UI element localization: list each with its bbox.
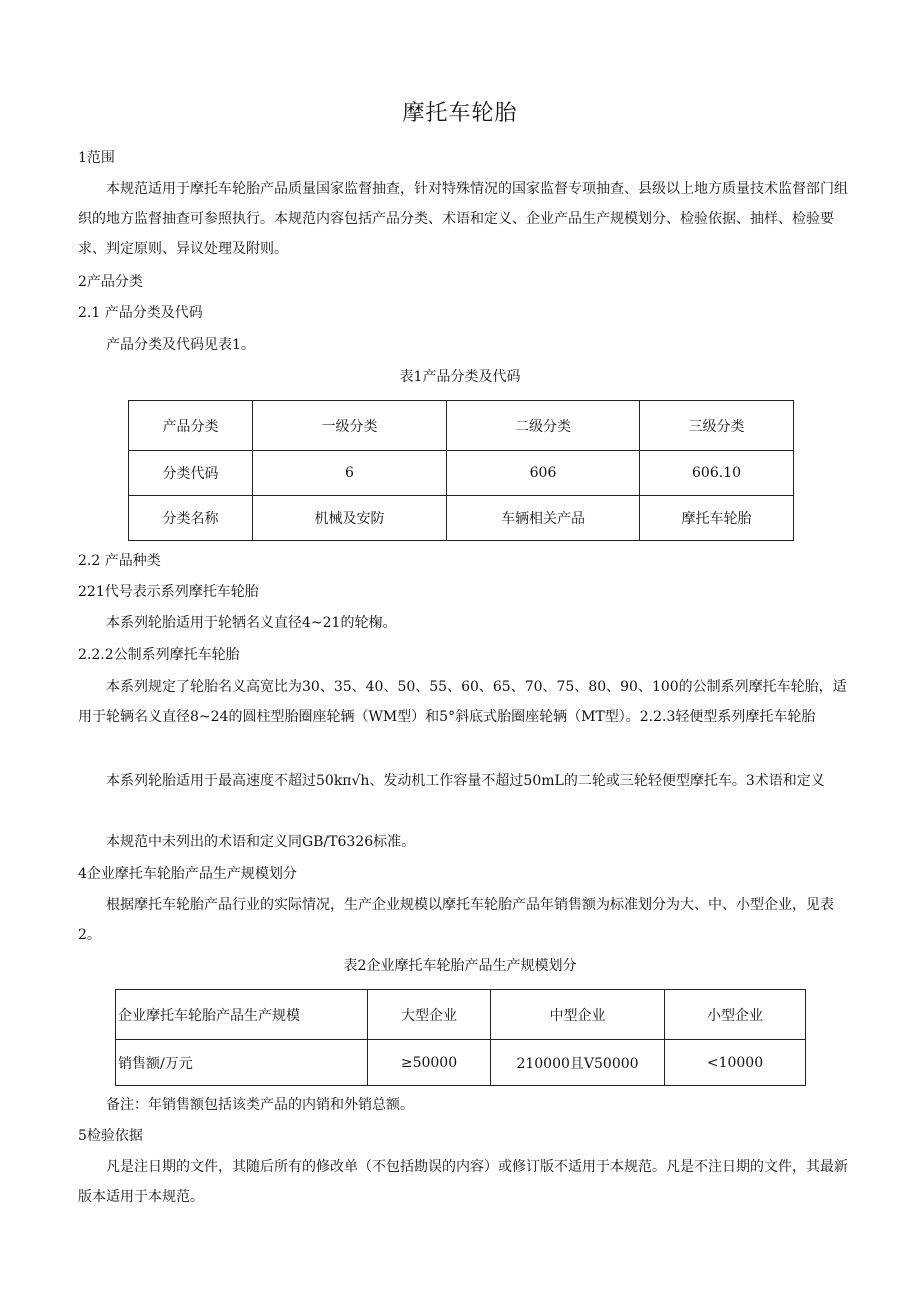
section-1-heading: 1范围: [78, 150, 115, 166]
table-2-header-cell: 小型企业: [665, 990, 806, 1040]
table-1: [128, 400, 794, 541]
table-1-cell: 摩托车轮胎: [640, 496, 794, 541]
table-1-header-cell: 二级分类: [447, 401, 640, 451]
section-5-text: 凡是注日期的文件，其随后所有的修改单（不包括勘误的内容）或修订版不适用于本规范。凡是不注日期的文件，其最新版本适用于本规范。: [78, 1159, 848, 1205]
section-2-1-heading: 2.1 产品分类及代码: [78, 305, 203, 321]
table-2-caption: 表2企业摩托车轮胎产品生产规模划分: [343, 958, 577, 974]
section-3-text: 本规范中未列出的术语和定义同GB/T6326标准。: [106, 834, 416, 850]
section-5-heading: 5检验依据: [78, 1128, 143, 1144]
table-1-cell: 机械及安防: [253, 496, 447, 541]
table-2-header-row: [116, 990, 806, 1040]
section-1-text: 本规范适用于摩托车轮胎产品质量国家监督抽查，针对特殊情况的国家监督专项抽查、县级以上地方质量技术监督部门组织的地方监督抽查可参照执行。本规范内容包括产品分类、术语和定义、企业产品生产规模划分、检验依据、抽样、检验要求、判定原则、异议处理及附则。: [78, 181, 848, 257]
section-2-2-heading: 2.2 产品种类: [78, 553, 161, 569]
table-1-cell: 车辆相关产品: [447, 496, 640, 541]
table-1-cell: 606.10: [640, 451, 794, 496]
table-1-header-cell: 产品分类: [129, 401, 253, 451]
section-2-2-2-text: 本系列规定了轮胎名义高宽比为30、35、40、50、55、60、65、70、75、80、90、100的公制系列摩托车轮胎，适用于轮辆名义直径8~24的圆柱型胎圈座轮辆（WM型）和5°斜底式胎圈座轮辆（MT型）。2.2.3轻便型系列摩托车轮胎: [78, 679, 847, 725]
section-2-2-3-paragraph: [78, 766, 848, 796]
table-2-cell: <10000: [665, 1040, 806, 1086]
section-2-2-2-heading: 2.2.2公制系列摩托车轮胎: [78, 647, 240, 663]
table-2-note: 备注：年销售额包括该类产品的内销和外销总额。: [106, 1097, 414, 1113]
table-1-cell: 606: [447, 451, 640, 496]
table-2-header-cell: 企业摩托车轮胎产品生产规模: [116, 990, 368, 1040]
table-2: [115, 989, 806, 1086]
table-2-header-cell: 中型企业: [491, 990, 665, 1040]
section-2-heading: 2产品分类: [78, 274, 143, 290]
table-2-cell: 销售额/万元: [116, 1040, 368, 1086]
table-1-caption: 表1产品分类及代码: [399, 369, 521, 385]
section-2-2-3-text: 本系列轮胎适用于最高速度不超过50kπ√h、发动机工作容量不超过50mL的二轮或三轮轻便型摩托车。3术语和定义: [106, 773, 825, 789]
document-title: 摩托车轮胎: [402, 101, 518, 126]
table-1-cell: 6: [253, 451, 447, 496]
table-1-cell: 分类代码: [129, 451, 253, 496]
section-4-heading: 4企业摩托车轮胎产品生产规模划分: [78, 866, 297, 882]
section-4-text: 根据摩托车轮胎产品行业的实际情况，生产企业规模以摩托车轮胎产品年销售额为标准划分为大、中、小型企业，见表2。: [78, 897, 834, 943]
table-1-header-cell: 一级分类: [253, 401, 447, 451]
table-2-row: [116, 1040, 806, 1086]
section-2-2-1-text: 本系列轮胎适用于轮牺名义直径4~21的轮椈。: [106, 615, 397, 631]
section-1-paragraph: [78, 174, 848, 264]
table-1-header-cell: 三级分类: [640, 401, 794, 451]
section-2-2-1-heading: 221代号表示系列摩托车轮胎: [78, 584, 259, 600]
table-2-cell: 210000且V50000: [491, 1040, 665, 1086]
table-1-row: [129, 496, 794, 541]
table-2-header-cell: 大型企业: [368, 990, 491, 1040]
section-2-2-2-paragraph: [78, 672, 848, 732]
table-1-row: [129, 451, 794, 496]
table-1-header-row: [129, 401, 794, 451]
section-2-1-text: 产品分类及代码见表1。: [106, 337, 255, 353]
section-4-paragraph: [78, 890, 848, 950]
table-2-cell: ≥50000: [368, 1040, 491, 1086]
section-5-paragraph: [78, 1152, 848, 1212]
table-1-cell: 分类名称: [129, 496, 253, 541]
